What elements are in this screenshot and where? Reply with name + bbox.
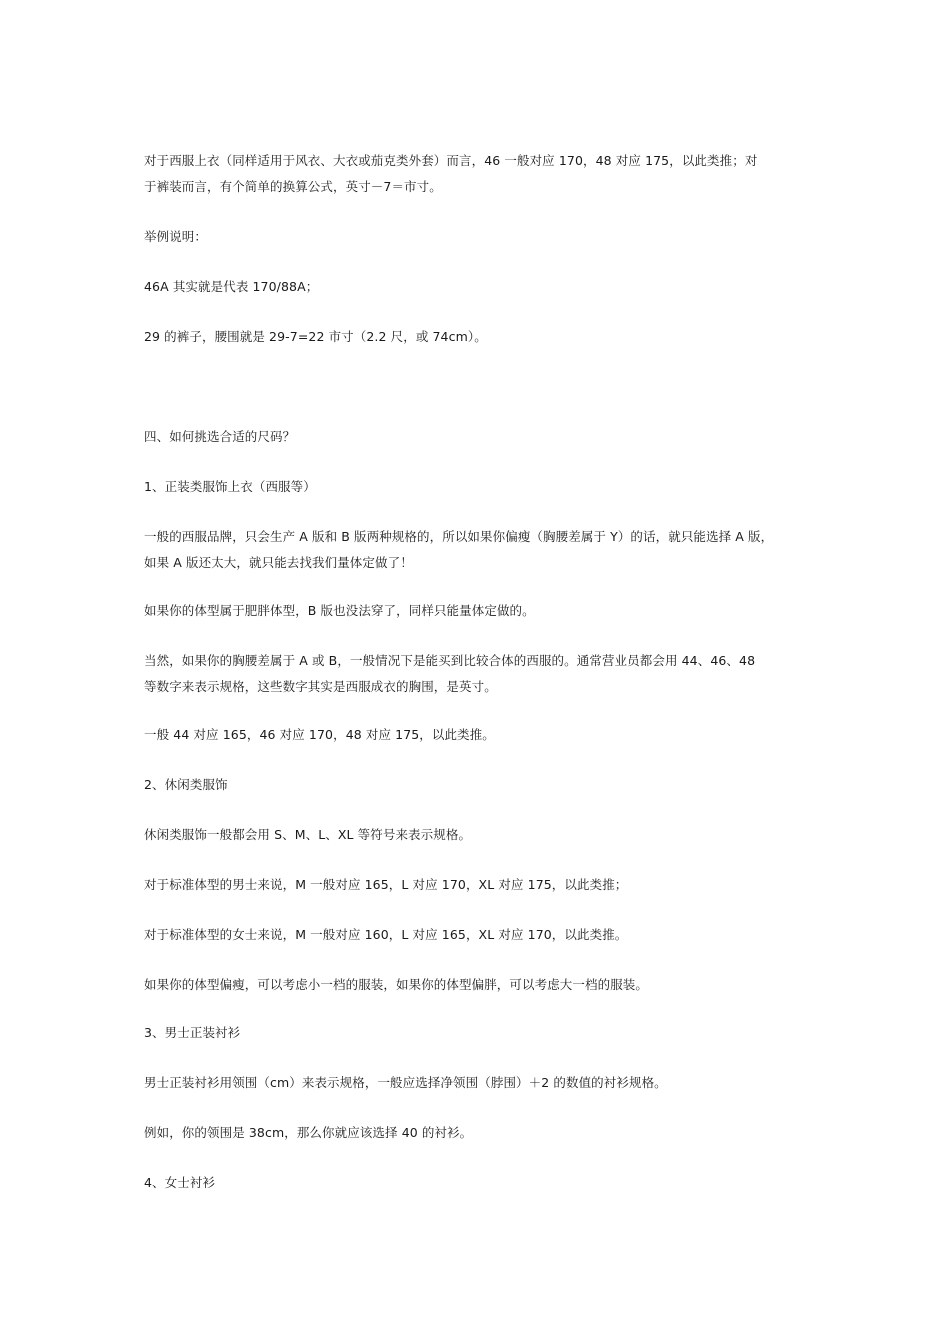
text-line: 29 的裤子，腰围就是 29-7=22 市寸（2.2 尺，或 74cm）。 — [144, 329, 487, 344]
section-heading-choose-size — [144, 424, 810, 450]
text-line: 四、如何挑选合适的尺码？ — [144, 429, 296, 444]
paragraph-example-pants-29 — [144, 324, 810, 350]
text-line: 2、休闲类服饰 — [144, 777, 228, 792]
text-line: 于裤装而言，有个简单的换算公式，英寸－7＝市寸。 — [144, 179, 442, 194]
text-line: 3、男士正装衬衫 — [144, 1025, 241, 1040]
paragraph-men-standard — [144, 872, 810, 898]
text-line: 如果 A 版还太大，就只能去找我们量体定做了！ — [144, 555, 413, 570]
paragraph-suit-jacket-sizing — [144, 148, 810, 200]
paragraph-chest-waist-difference — [144, 648, 810, 700]
text-line: 一般 44 对应 165，46 对应 170，48 对应 175，以此类推。 — [144, 727, 495, 742]
text-line: 对于标准体型的女士来说，M 一般对应 160，L 对应 165，XL 对应 170，以此类推。 — [144, 927, 628, 942]
paragraph-collar-size — [144, 1070, 810, 1096]
paragraph-casual-symbols — [144, 822, 810, 848]
paragraph-thin-or-heavy — [144, 972, 810, 998]
paragraph-size-mapping — [144, 722, 810, 748]
text-line: 等数字来表示规格，这些数字其实是西服成衣的胸围，是英寸。 — [144, 679, 497, 694]
paragraph-women-standard — [144, 922, 810, 948]
text-line: 当然，如果你的胸腰差属于 A 或 B，一般情况下是能买到比较合体的西服的。通常营业员都会用 44、46、48 — [144, 653, 756, 668]
text-line: 1、正装类服饰上衣（西服等） — [144, 479, 316, 494]
document-page — [144, 0, 810, 1344]
text-line: 46A 其实就是代表 170/88A； — [144, 279, 319, 294]
subheading-mens-dress-shirt — [144, 1020, 810, 1046]
text-line: 4、女士衬衫 — [144, 1175, 216, 1190]
paragraph-obese-body-type — [144, 598, 810, 624]
text-line: 男士正装衬衫用领围（cm）来表示规格，一般应选择净领围（脖围）＋2 的数值的衬衫规格。 — [144, 1075, 667, 1090]
text-line: 对于标准体型的男士来说，M 一般对应 165，L 对应 170，XL 对应 175，以此类推； — [144, 877, 628, 892]
subheading-womens-shirt — [144, 1170, 810, 1196]
text-line: 举例说明： — [144, 229, 208, 244]
text-line: 例如，你的领围是 38cm，那么你就应该选择 40 的衬衫。 — [144, 1125, 473, 1140]
text-line: 休闲类服饰一般都会用 S、M、L、XL 等符号来表示规格。 — [144, 827, 472, 842]
paragraph-suit-brands — [144, 524, 810, 576]
paragraph-example-heading — [144, 224, 810, 250]
text-line: 一般的西服品牌，只会生产 A 版和 B 版两种规格的，所以如果你偏瘦（胸腰差属于 Y）的话，就只能选择 A 版， — [144, 529, 774, 544]
text-line: 如果你的体型偏瘦，可以考虑小一档的服装，如果你的体型偏胖，可以考虑大一档的服装。 — [144, 977, 649, 992]
paragraph-collar-example — [144, 1120, 810, 1146]
subheading-casual-wear — [144, 772, 810, 798]
text-line: 对于西服上衣（同样适用于风衣、大衣或茄克类外套）而言，46 一般对应 170，48 对应 175，以此类推；对 — [144, 153, 758, 168]
paragraph-example-46a — [144, 274, 810, 300]
subheading-formal-tops — [144, 474, 810, 500]
text-line: 如果你的体型属于肥胖体型，B 版也没法穿了，同样只能量体定做的。 — [144, 603, 535, 618]
